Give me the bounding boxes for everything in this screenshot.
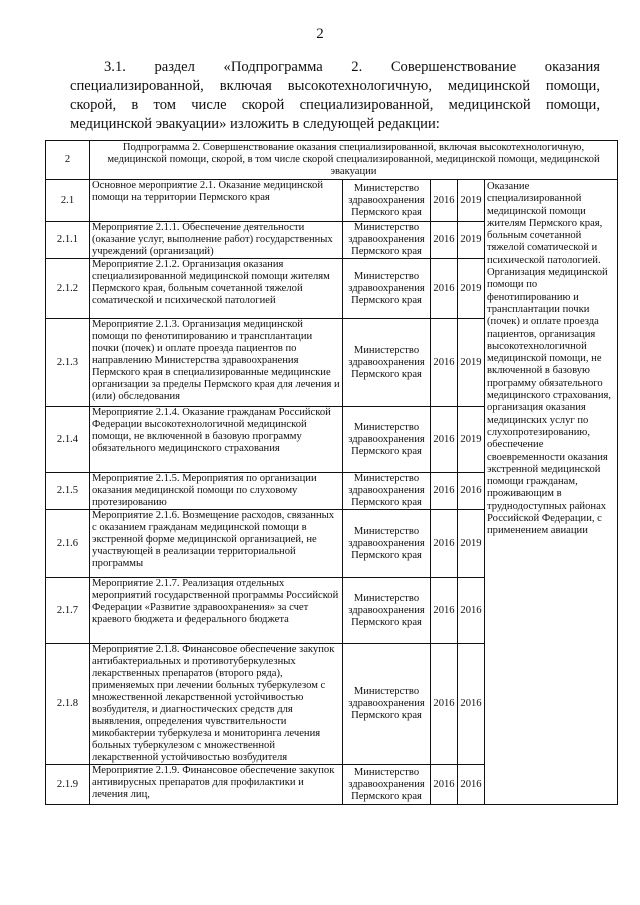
end-year-cell: 2019 [458,259,485,319]
row-number-cell: 2.1 [46,180,90,222]
row-number-cell: 2.1.9 [46,765,90,805]
end-year-cell: 2019 [458,319,485,407]
header-num-cell: 2 [46,141,90,180]
start-year-cell: 2016 [431,222,458,259]
executor-cell: Министерство здравоохранения Пермского края [343,765,431,805]
executor-cell: Министерство здравоохранения Пермского края [343,510,431,578]
activity-cell: Мероприятие 2.1.9. Финансовое обеспечение закупок антивирусных препаратов для профилактики и лечения лиц, [90,765,343,805]
end-year-cell: 2019 [458,222,485,259]
activity-cell: Основное мероприятие 2.1. Оказание медицинской помощи на территории Пермского края [90,180,343,222]
executor-cell: Министерство здравоохранения Пермского края [343,259,431,319]
activity-cell: Мероприятие 2.1.4. Оказание гражданам Российской Федерации высокотехнологичной медицинской помощи, не включенной в базовую программу обязательного медицинского страхования [90,407,343,473]
end-year-cell: 2016 [458,473,485,510]
end-year-cell: 2019 [458,510,485,578]
table-header-row [46,141,618,180]
executor-cell: Министерство здравоохранения Пермского края [343,578,431,644]
end-year-cell: 2016 [458,765,485,805]
activity-cell: Мероприятие 2.1.7. Реализация отдельных мероприятий государственной программы Российской Федерации «Развитие здравоохранения» за счет краевого бюджета и федерального бюджета [90,578,343,644]
executor-cell: Министерство здравоохранения Пермского края [343,180,431,222]
activity-cell: Мероприятие 2.1.3. Организация медицинской помощи по фенотипированию и трансплантации почки (почек) и оплате проезда пациентов по направлению Министерства здравоохранения Пермского края в специализированные медицинские организации за пределы Пермского края для лечения и (или) обследования [90,319,343,407]
intro-paragraph [70,58,600,134]
subprogram-title-cell: Подпрограмма 2. Совершенствование оказания специализированной, включая высокотехнологичную, медицинской помощи, скорой, в том числе скорой специализированной, медицинской помощи, медицинской эвакуации [90,141,618,180]
executor-cell: Министерство здравоохранения Пермского края [343,644,431,765]
row-number-cell: 2.1.2 [46,259,90,319]
start-year-cell: 2016 [431,473,458,510]
start-year-cell: 2016 [431,259,458,319]
table-row [46,180,618,222]
executor-cell: Министерство здравоохранения Пермского края [343,473,431,510]
row-number-cell: 2.1.7 [46,578,90,644]
activity-cell: Мероприятие 2.1.8. Финансовое обеспечение закупок антибактериальных и противотуберкулезных лекарственных препаратов (второго ряда), применяемых при лечении больных туберкулезом с множественной лекарственной устойчивостью возбудителя, и диагностических средств для выявления, определения чувствительности микобактерии туберкулеза и мониторинга лечения больных туберкулезом с множественной лекарственной устойчивостью возбудителя [90,644,343,765]
row-number-cell: 2.1.8 [46,644,90,765]
start-year-cell: 2016 [431,407,458,473]
expected-result-cell: Оказание специализированной медицинской помощи жителям Пермского края, больным сочетанной тяжелой соматической и психической патологией. Организация медицинской помощи по фенотипированию и трансплантации почки (почек) и оплате проезда пациентов, организация высокотехнологичной медицинской помощи, не включенной в базовую программу обязательного медицинского страхования, организация оказания медицинских услуг по слухопротезированию, обеспечение своевременности оказания экстренной медицинской помощи гражданам, проживающим в труднодоступных районах Российской Федерации, с применением авиации [485,180,618,805]
activity-cell: Мероприятие 2.1.5. Мероприятия по организации оказания медицинской помощи по слуховому протезированию [90,473,343,510]
executor-cell: Министерство здравоохранения Пермского края [343,407,431,473]
end-year-cell: 2019 [458,180,485,222]
start-year-cell: 2016 [431,180,458,222]
intro-text: 3.1. раздел «Подпрограмма 2. Совершенствование оказания специализированной, включая высокотехнологичную, медицинской помощи, скорой, в том числе скорой специализированной, медицинской помощи, медицинской эвакуации» изложить в следующей редакции: [70,59,600,132]
row-number-cell: 2.1.5 [46,473,90,510]
end-year-cell: 2016 [458,644,485,765]
start-year-cell: 2016 [431,644,458,765]
start-year-cell: 2016 [431,578,458,644]
page-number: 2 [316,26,324,42]
row-number-cell: 2.1.6 [46,510,90,578]
end-year-cell: 2019 [458,407,485,473]
row-number-cell: 2.1.1 [46,222,90,259]
executor-cell: Министерство здравоохранения Пермского края [343,222,431,259]
executor-cell: Министерство здравоохранения Пермского края [343,319,431,407]
row-number-cell: 2.1.4 [46,407,90,473]
subprogram-table [45,140,618,805]
activity-cell: Мероприятие 2.1.6. Возмещение расходов, связанных с оказанием гражданам медицинской помощи в экстренной форме медицинской организацией, не участвующей в реализации территориальной программы [90,510,343,578]
start-year-cell: 2016 [431,510,458,578]
activity-cell: Мероприятие 2.1.2. Организация оказания специализированной медицинской помощи жителям Пермского края, больным сочетанной тяжелой соматической и психической патологией [90,259,343,319]
start-year-cell: 2016 [431,319,458,407]
activity-cell: Мероприятие 2.1.1. Обеспечение деятельности (оказание услуг, выполнение работ) государственных учреждений (организаций) [90,222,343,259]
end-year-cell: 2016 [458,578,485,644]
row-number-cell: 2.1.3 [46,319,90,407]
start-year-cell: 2016 [431,765,458,805]
